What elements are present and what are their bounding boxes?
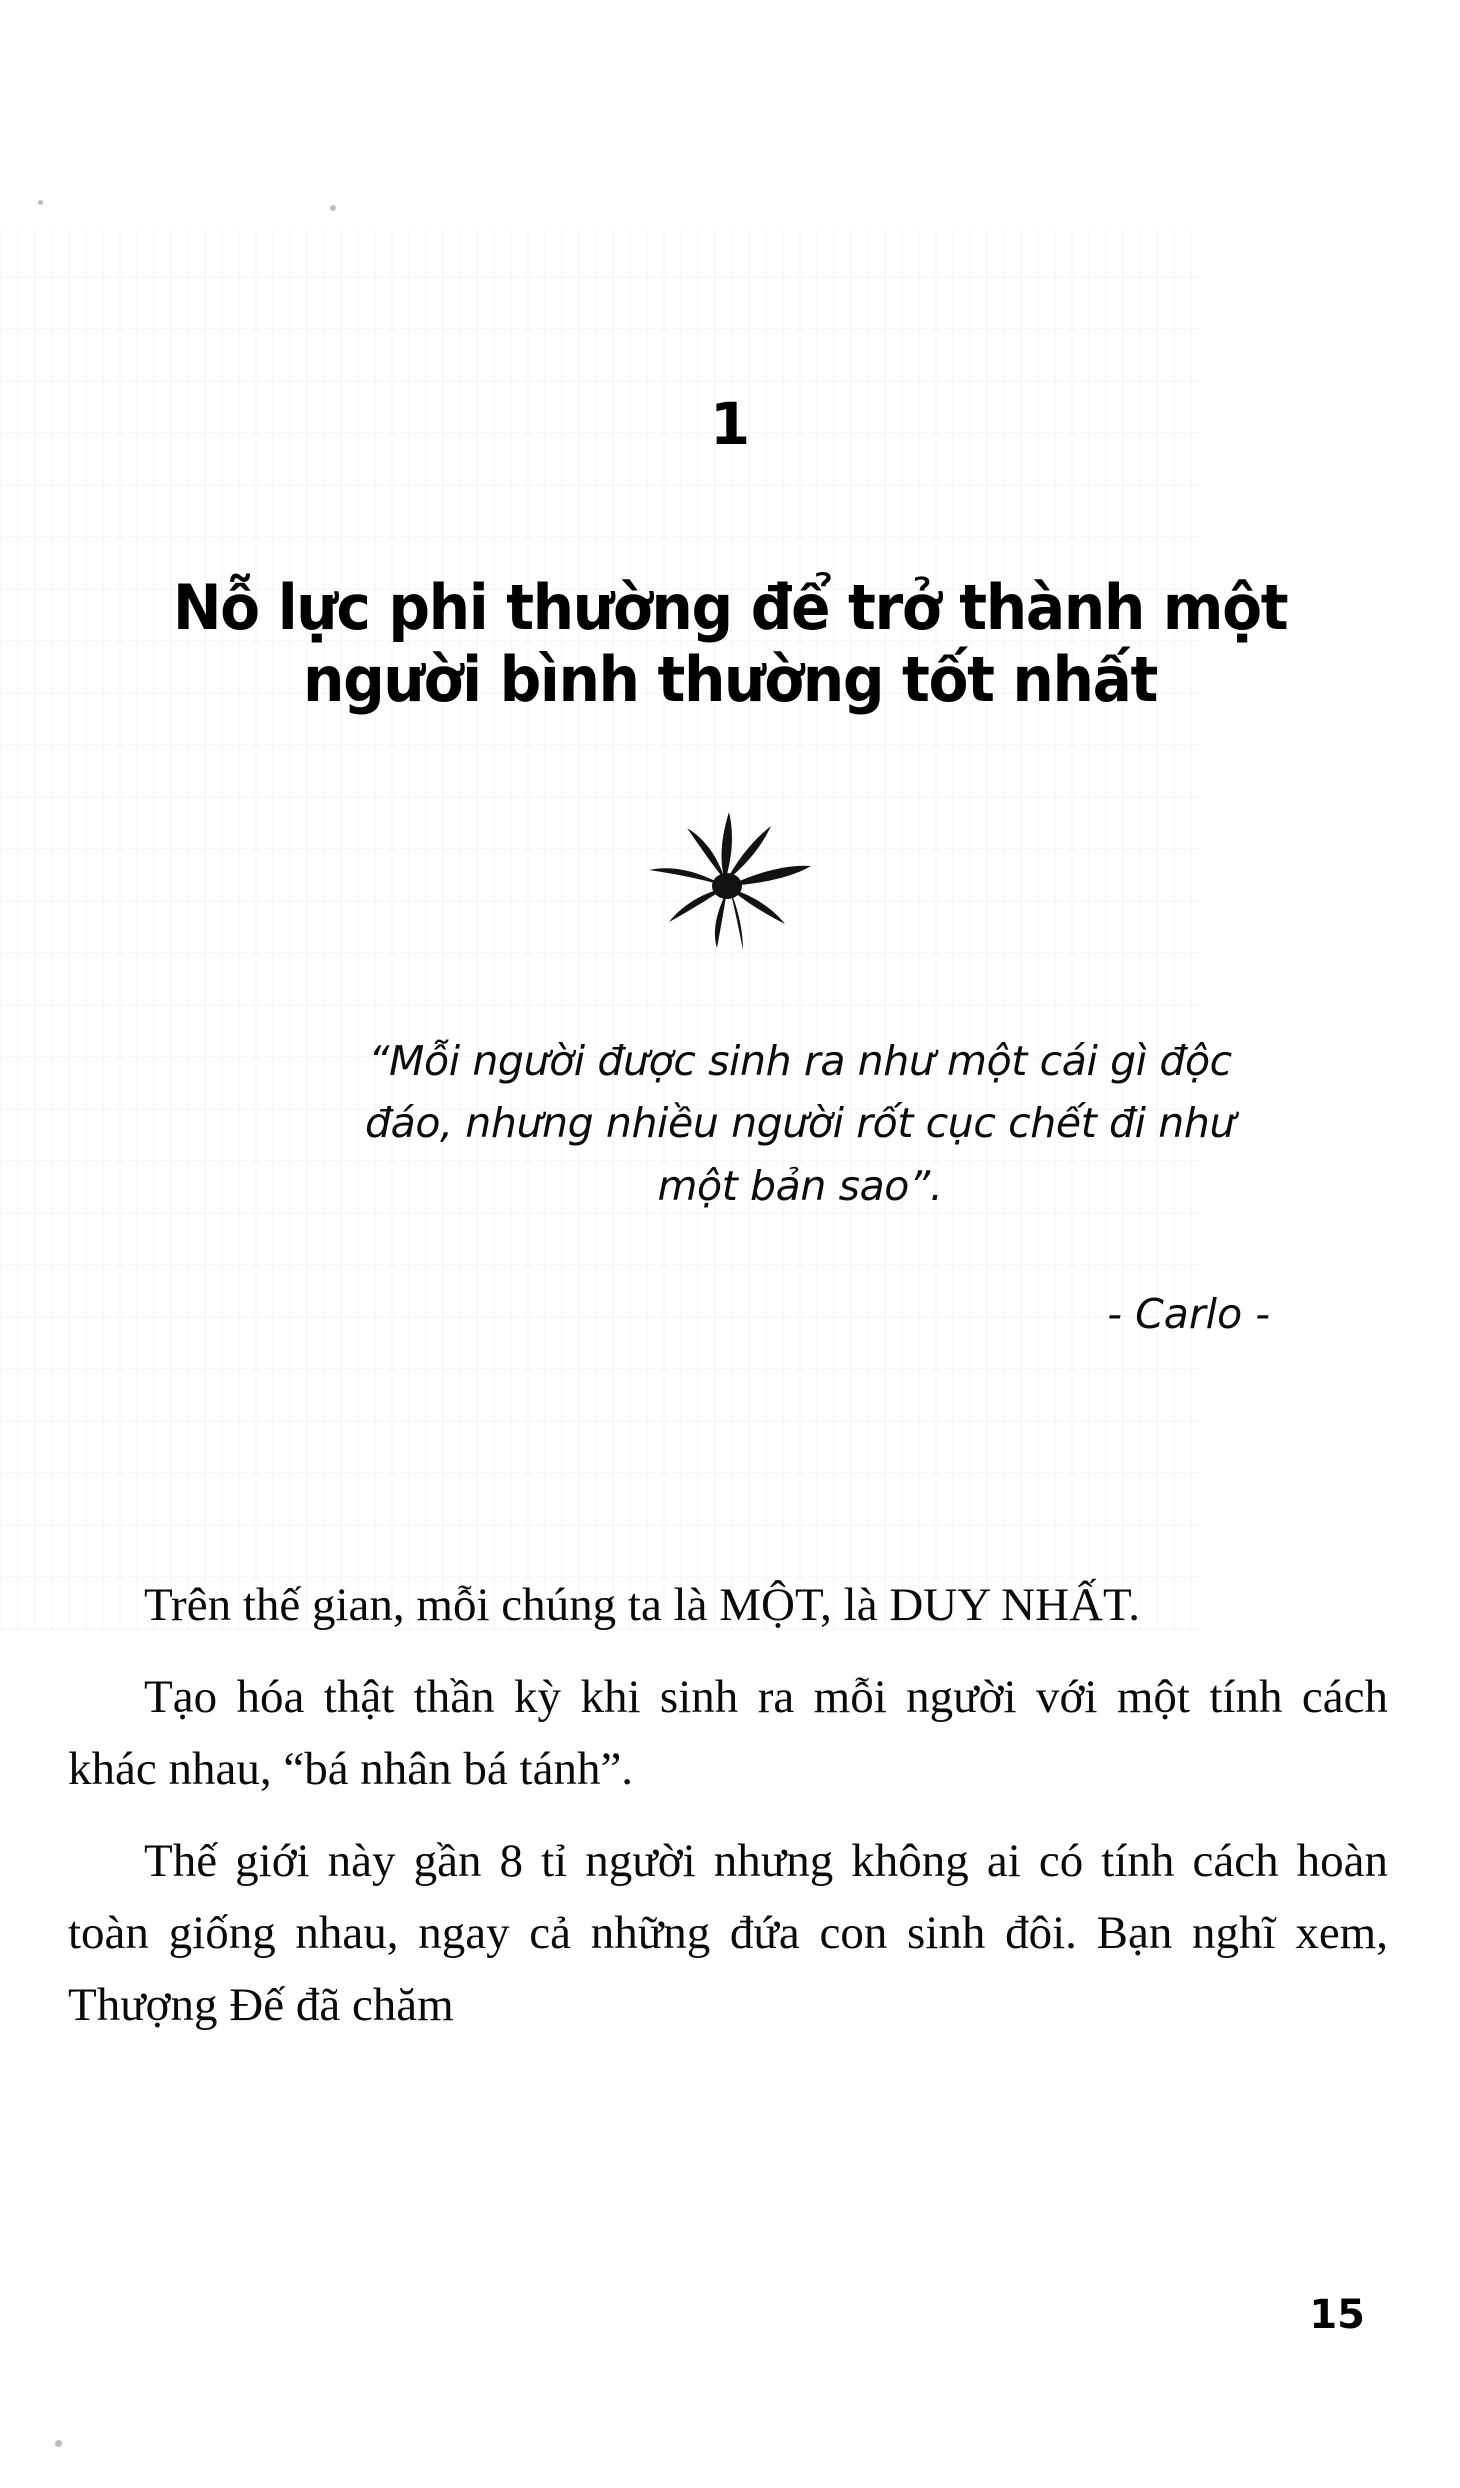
page-title: Nỗ lực phi thường để trở thành một người bình thường tốt nhất <box>172 570 1288 717</box>
body-text <box>68 1570 1388 2041</box>
flower-ornament <box>0 780 1460 980</box>
paragraph: Tạo hóa thật thần kỳ khi sinh ra mỗi người với một tính cách khác nhau, “bá nhân bá tánh”. <box>68 1670 1388 1795</box>
paragraph: Trên thế gian, mỗi chúng ta là MỘT, là DUY NHẤT. <box>144 1579 1140 1631</box>
paragraph: Thế giới này gần 8 tỉ người nhưng không ai có tính cách hoàn toàn giống nhau, ngay cả những đứa con sinh đôi. Bạn nghĩ xem, Thượng Đế đã chăm <box>68 1834 1388 2031</box>
chapter-number: 1 <box>709 390 751 458</box>
pull-quote: “Mỗi người được sinh ra như một cái gì độc đáo, nhưng nhiều người rốt cục chết đi như một bản sao”. <box>364 1037 1236 1210</box>
quote-attribution: - Carlo - <box>1107 1290 1270 1338</box>
page-number: 15 <box>1309 2292 1365 2338</box>
